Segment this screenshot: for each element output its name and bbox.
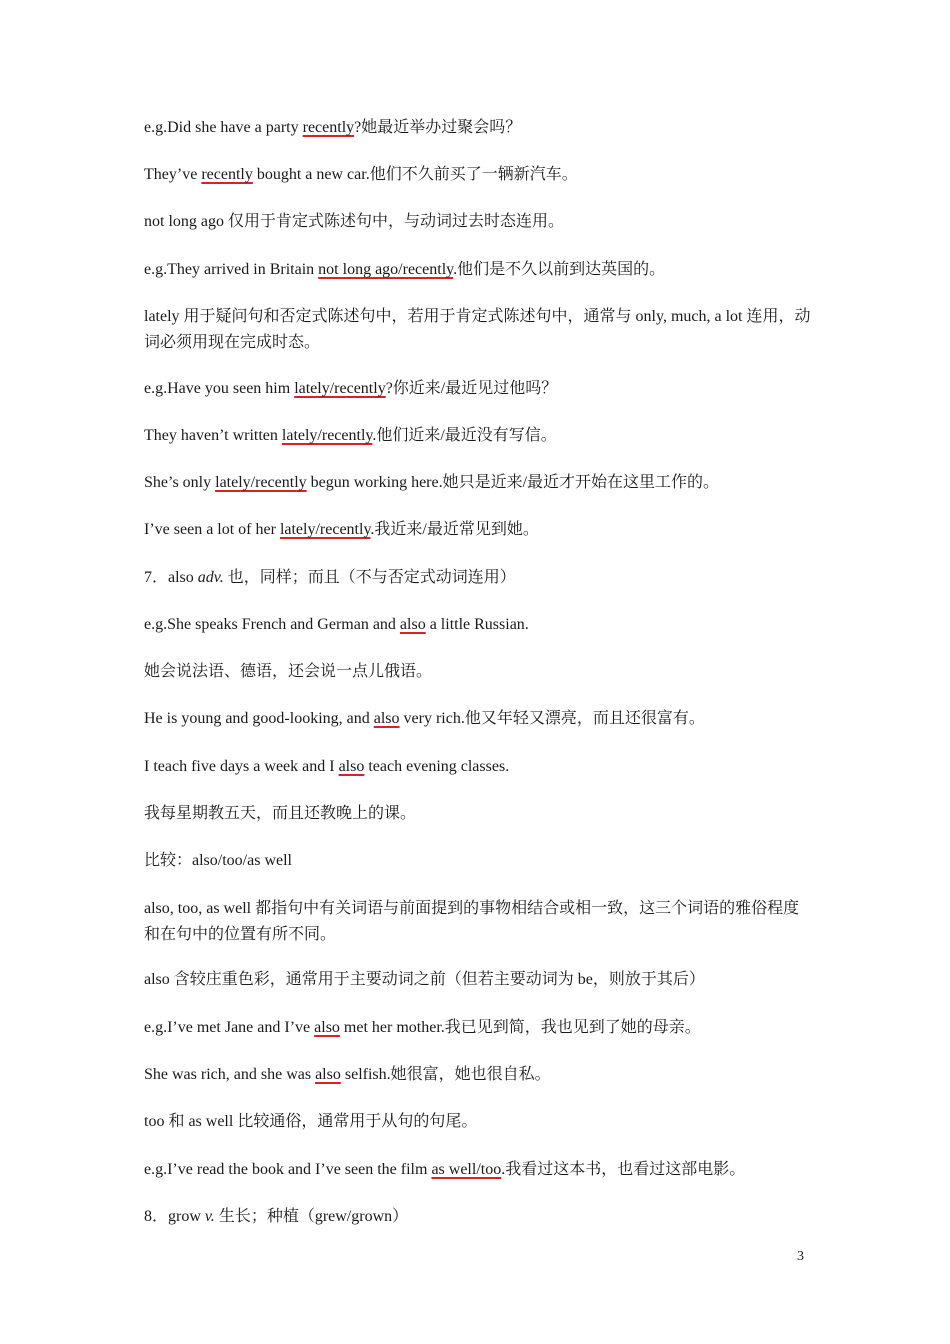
paragraph [144, 565, 812, 591]
paragraph [144, 304, 812, 356]
text-segment: 她会说法语、德语，还会说一点儿俄语。 [144, 663, 433, 680]
paragraph [144, 659, 812, 685]
text-segment: a little Russian. [425, 616, 529, 633]
text-segment: .他们近来/最近没有写信。 [372, 427, 557, 444]
text-segment: very rich.他又年轻又漂亮，而且还很富有。 [399, 710, 705, 727]
underlined-term: recently [201, 166, 253, 183]
paragraph [144, 257, 812, 283]
text-segment: e.g.Have you seen him [144, 380, 295, 397]
text-segment: 也，同样；而且（不与否定式动词连用） [223, 569, 516, 586]
text-segment: not long ago 仅用于肯定式陈述句中，与动词过去时态连用。 [144, 213, 564, 230]
text-segment: met her mother.我已见到简，我也见到了她的母亲。 [339, 1019, 701, 1036]
paragraph [144, 1015, 812, 1041]
text-segment: .我看过这本书，也看过这部电影。 [501, 1161, 746, 1178]
paragraph [144, 896, 812, 948]
text-segment: 7．also [144, 569, 198, 586]
text-segment: e.g.I’ve read the book and I’ve seen the film [144, 1161, 432, 1178]
text-segment: also, too, as well 都指句中有关词语与前面提到的事物相结合或相一致，这三个词语的雅俗程度和在句中的位置有所不同。 [144, 900, 800, 943]
text-segment: She’s only [144, 474, 216, 491]
paragraph [144, 376, 812, 402]
paragraph [144, 1109, 812, 1135]
text-segment: e.g.They arrived in Britain [144, 261, 319, 278]
text-segment: ?你近来/最近见过他吗？ [385, 380, 558, 397]
text-segment: also 含较庄重色彩，通常用于主要动词之前（但若主要动词为 be，则放于其后） [144, 971, 705, 988]
text-segment: 我每星期教五天，而且还教晚上的课。 [144, 805, 417, 822]
part-of-speech: adv. [197, 569, 224, 586]
underlined-term: also [315, 1066, 341, 1083]
paragraph [144, 754, 812, 780]
text-segment: .我近来/最近常见到她。 [370, 521, 539, 538]
paragraph [144, 115, 812, 141]
underlined-term: as well/too [431, 1161, 502, 1178]
underlined-term: also [314, 1019, 340, 1036]
part-of-speech: v. [204, 1208, 215, 1225]
paragraph [144, 1157, 812, 1183]
underlined-term: lately/recently [279, 521, 371, 538]
paragraph [144, 967, 812, 993]
paragraph [144, 848, 812, 874]
text-segment: bought a new car.他们不久前买了一辆新汽车。 [252, 166, 578, 183]
text-segment: I teach five days a week and I [144, 758, 339, 775]
text-segment: 生长；种植（grew/grown） [214, 1208, 409, 1225]
paragraph [144, 706, 812, 732]
text-segment: They haven’t written [144, 427, 282, 444]
underlined-term: also [399, 616, 426, 633]
paragraph [144, 162, 812, 188]
paragraph [144, 1062, 812, 1088]
text-segment: She was rich, and she was [144, 1066, 316, 1083]
text-segment: 8．grow [144, 1208, 205, 1225]
underlined-term: not long ago/recently [318, 261, 454, 278]
text-segment: teach evening classes. [364, 758, 510, 775]
underlined-term: also [338, 758, 365, 775]
underlined-term: also [373, 710, 400, 727]
text-segment: They’ve [144, 166, 202, 183]
text-segment: begun working here.她只是近来/最近才开始在这里工作的。 [306, 474, 720, 491]
text-segment: .他们是不久以前到达英国的。 [453, 261, 666, 278]
text-segment: 比较：also/too/as well [144, 852, 292, 869]
paragraph [144, 209, 812, 235]
text-segment: I’ve seen a lot of her [144, 521, 280, 538]
page-number: 3 [797, 1249, 804, 1264]
paragraph [144, 801, 812, 827]
text-segment: e.g.Did she have a party [144, 119, 303, 136]
underlined-term: lately/recently [215, 474, 307, 491]
paragraph [144, 517, 812, 543]
underlined-term: lately/recently [281, 427, 373, 444]
text-segment: too 和 as well 比较通俗，通常用于从句的句尾。 [144, 1113, 478, 1130]
text-segment: He is young and good-looking, and [144, 710, 374, 727]
paragraph [144, 423, 812, 449]
paragraph [144, 470, 812, 496]
paragraph [144, 612, 812, 638]
underlined-term: recently [302, 119, 355, 136]
underlined-term: lately/recently [294, 380, 386, 397]
text-segment: ?她最近举办过聚会吗？ [354, 119, 522, 136]
text-segment: e.g.She speaks French and German and [144, 616, 400, 633]
text-segment: selfish.她很富，她也很自私。 [340, 1066, 551, 1083]
text-segment: e.g.I’ve met Jane and I’ve [144, 1019, 315, 1036]
paragraph [144, 1204, 812, 1230]
text-segment: lately 用于疑问句和否定式陈述句中，若用于肯定式陈述句中，通常与 only, much, a lot 连用，动词必须用现在完成时态。 [144, 308, 811, 351]
